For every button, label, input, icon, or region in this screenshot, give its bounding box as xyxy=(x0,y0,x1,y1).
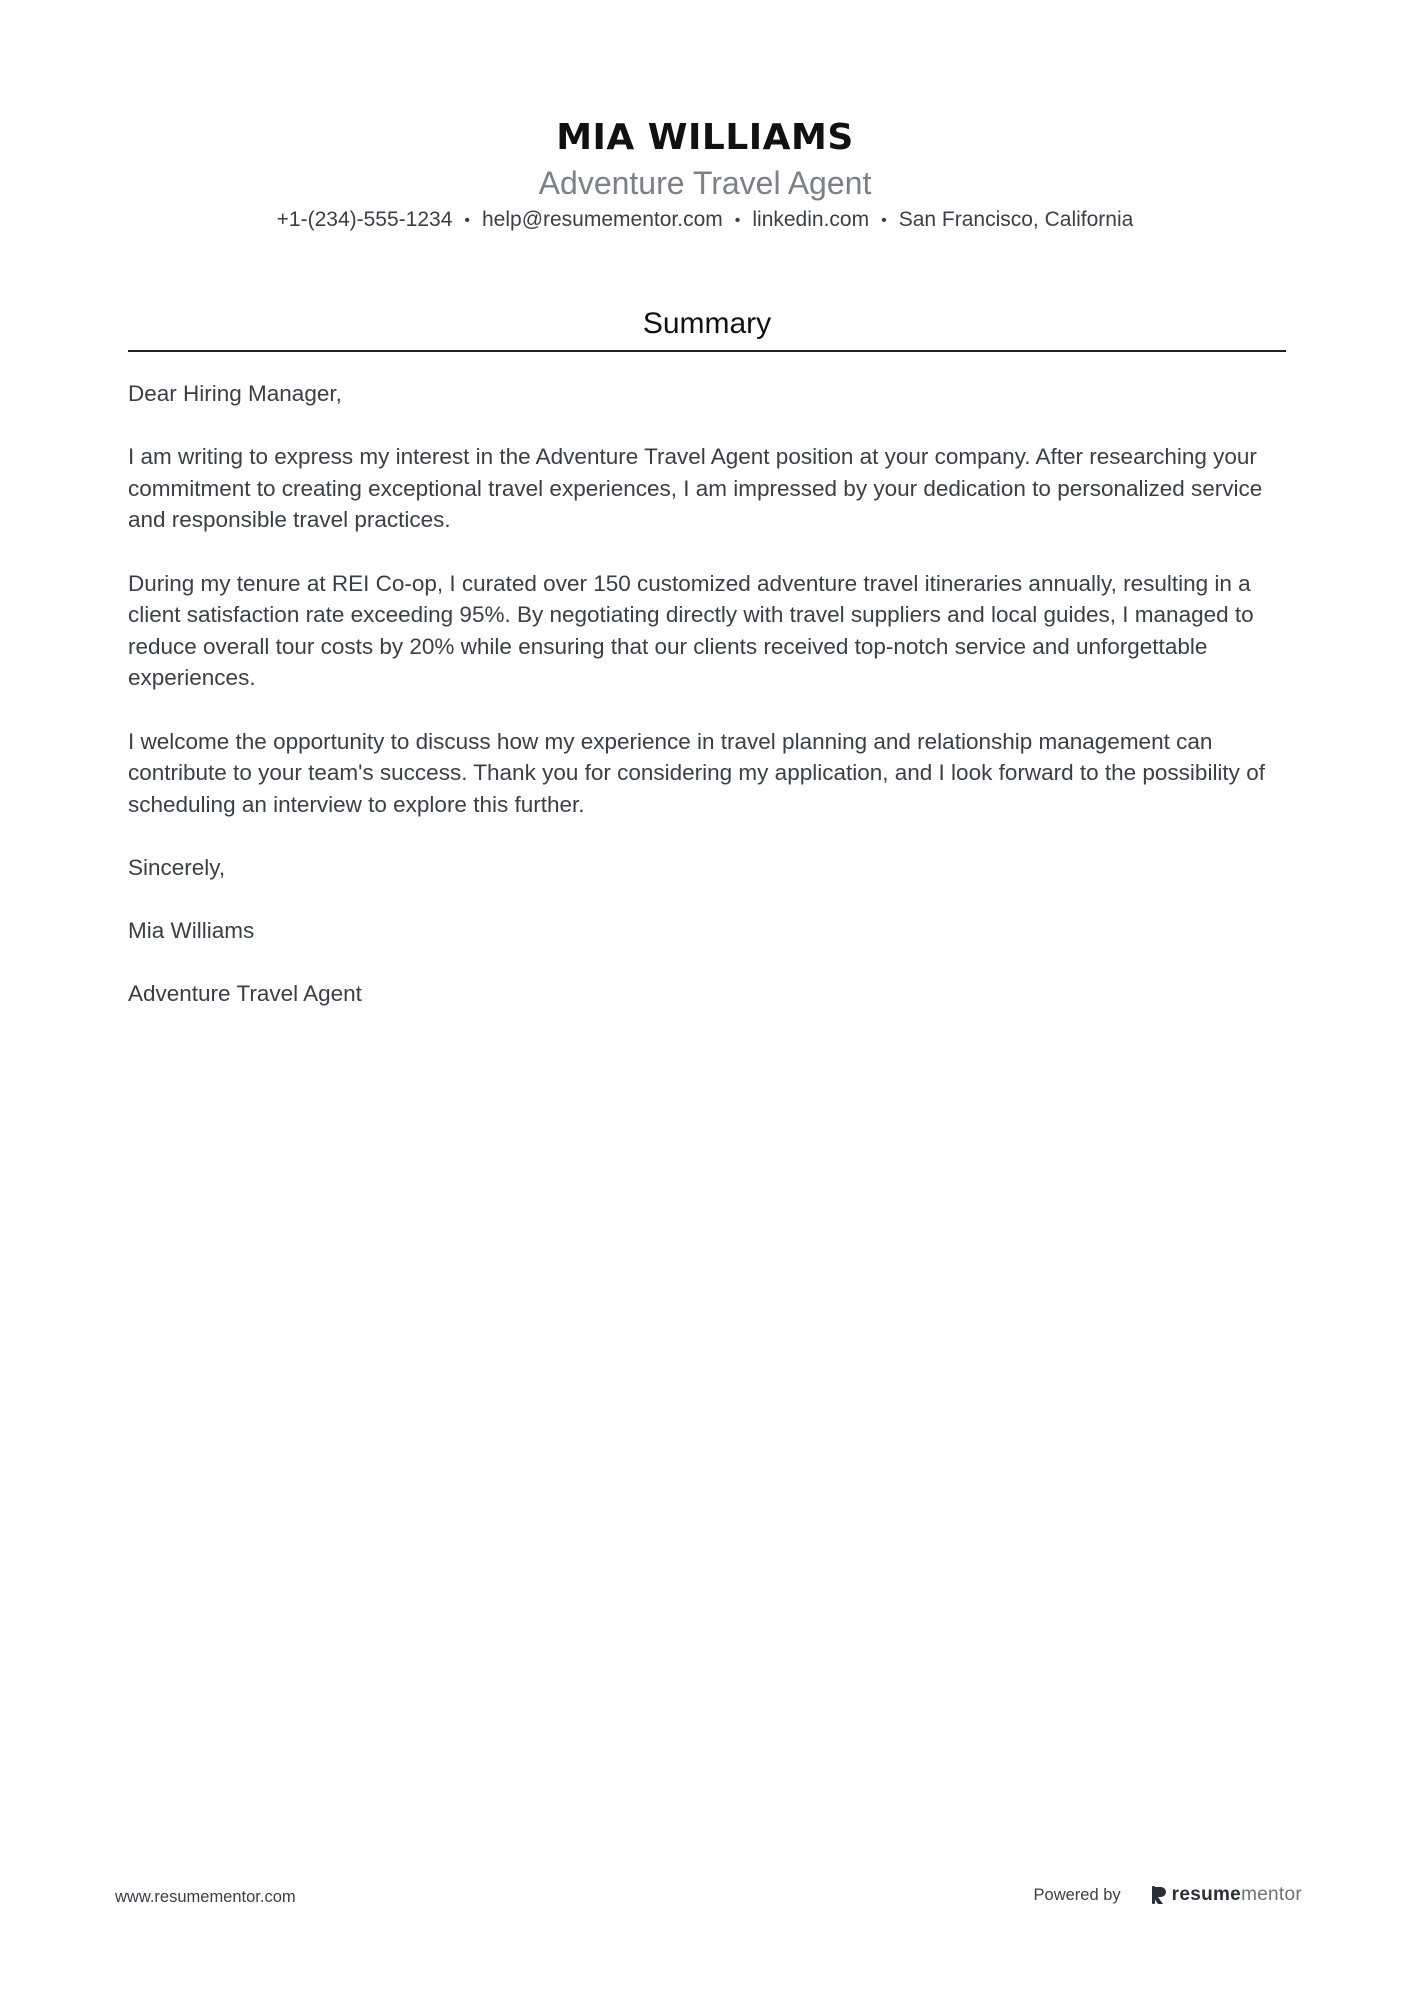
signature-title: Adventure Travel Agent xyxy=(128,981,362,1007)
letter-header xyxy=(0,112,1410,235)
resumementor-logo-icon xyxy=(1151,1885,1167,1905)
letter-paragraph: During my tenure at REI Co-op, I curated over 150 customized adventure travel itineraries annually, resulting in a client satisfaction rate exceeding 95%. By negotiating directly with travel suppliers and local guides, I managed to reduce overall tour costs by 20% while ensuring that our clients received top-notch service and unforgettable experiences. xyxy=(128,570,1254,691)
contact-location: San Francisco, California xyxy=(898,208,1134,231)
footer-website[interactable]: www.resumementor.com xyxy=(115,1888,296,1906)
applicant-name: MIA WILLIAMS xyxy=(556,117,854,158)
contact-phone: +1-(234)-555-1234 xyxy=(276,208,453,231)
letter-paragraph: I am writing to express my interest in the Adventure Travel Agent position at your company. After researching your commitment to creating exceptional travel experiences, I am impressed by your dedication to personalized service and responsible travel practices. xyxy=(128,444,1263,533)
resumementor-logo[interactable] xyxy=(1151,1884,1302,1906)
signature-name: Mia Williams xyxy=(128,918,255,944)
contact-email[interactable]: help@resumementor.com xyxy=(481,208,723,231)
brand-text-light: mentor xyxy=(1241,1884,1302,1905)
letter-greeting: Dear Hiring Manager, xyxy=(128,381,342,406)
contact-separator: • xyxy=(734,212,741,229)
letter-paragraph: I welcome the opportunity to discuss how my experience in travel planning and relationship management can contribute to your team's success. Thank you for considering my application, and I look forward to the possibility of scheduling an interview to explore this further. xyxy=(128,728,1265,817)
contact-linkedin[interactable]: linkedin.com xyxy=(752,208,870,231)
footer-branding xyxy=(1034,1884,1302,1906)
applicant-role: Adventure Travel Agent xyxy=(538,165,872,201)
section-title: Summary xyxy=(642,307,772,340)
letter-closing: Sincerely, xyxy=(128,854,226,880)
powered-by-label: Powered by xyxy=(1033,1885,1121,1904)
letter-body xyxy=(128,378,1286,1041)
brand-text-bold: resume xyxy=(1171,1884,1242,1905)
contact-separator: • xyxy=(464,212,470,229)
contact-separator: • xyxy=(881,212,887,229)
section-divider xyxy=(128,350,1286,352)
contact-line xyxy=(0,206,1410,235)
